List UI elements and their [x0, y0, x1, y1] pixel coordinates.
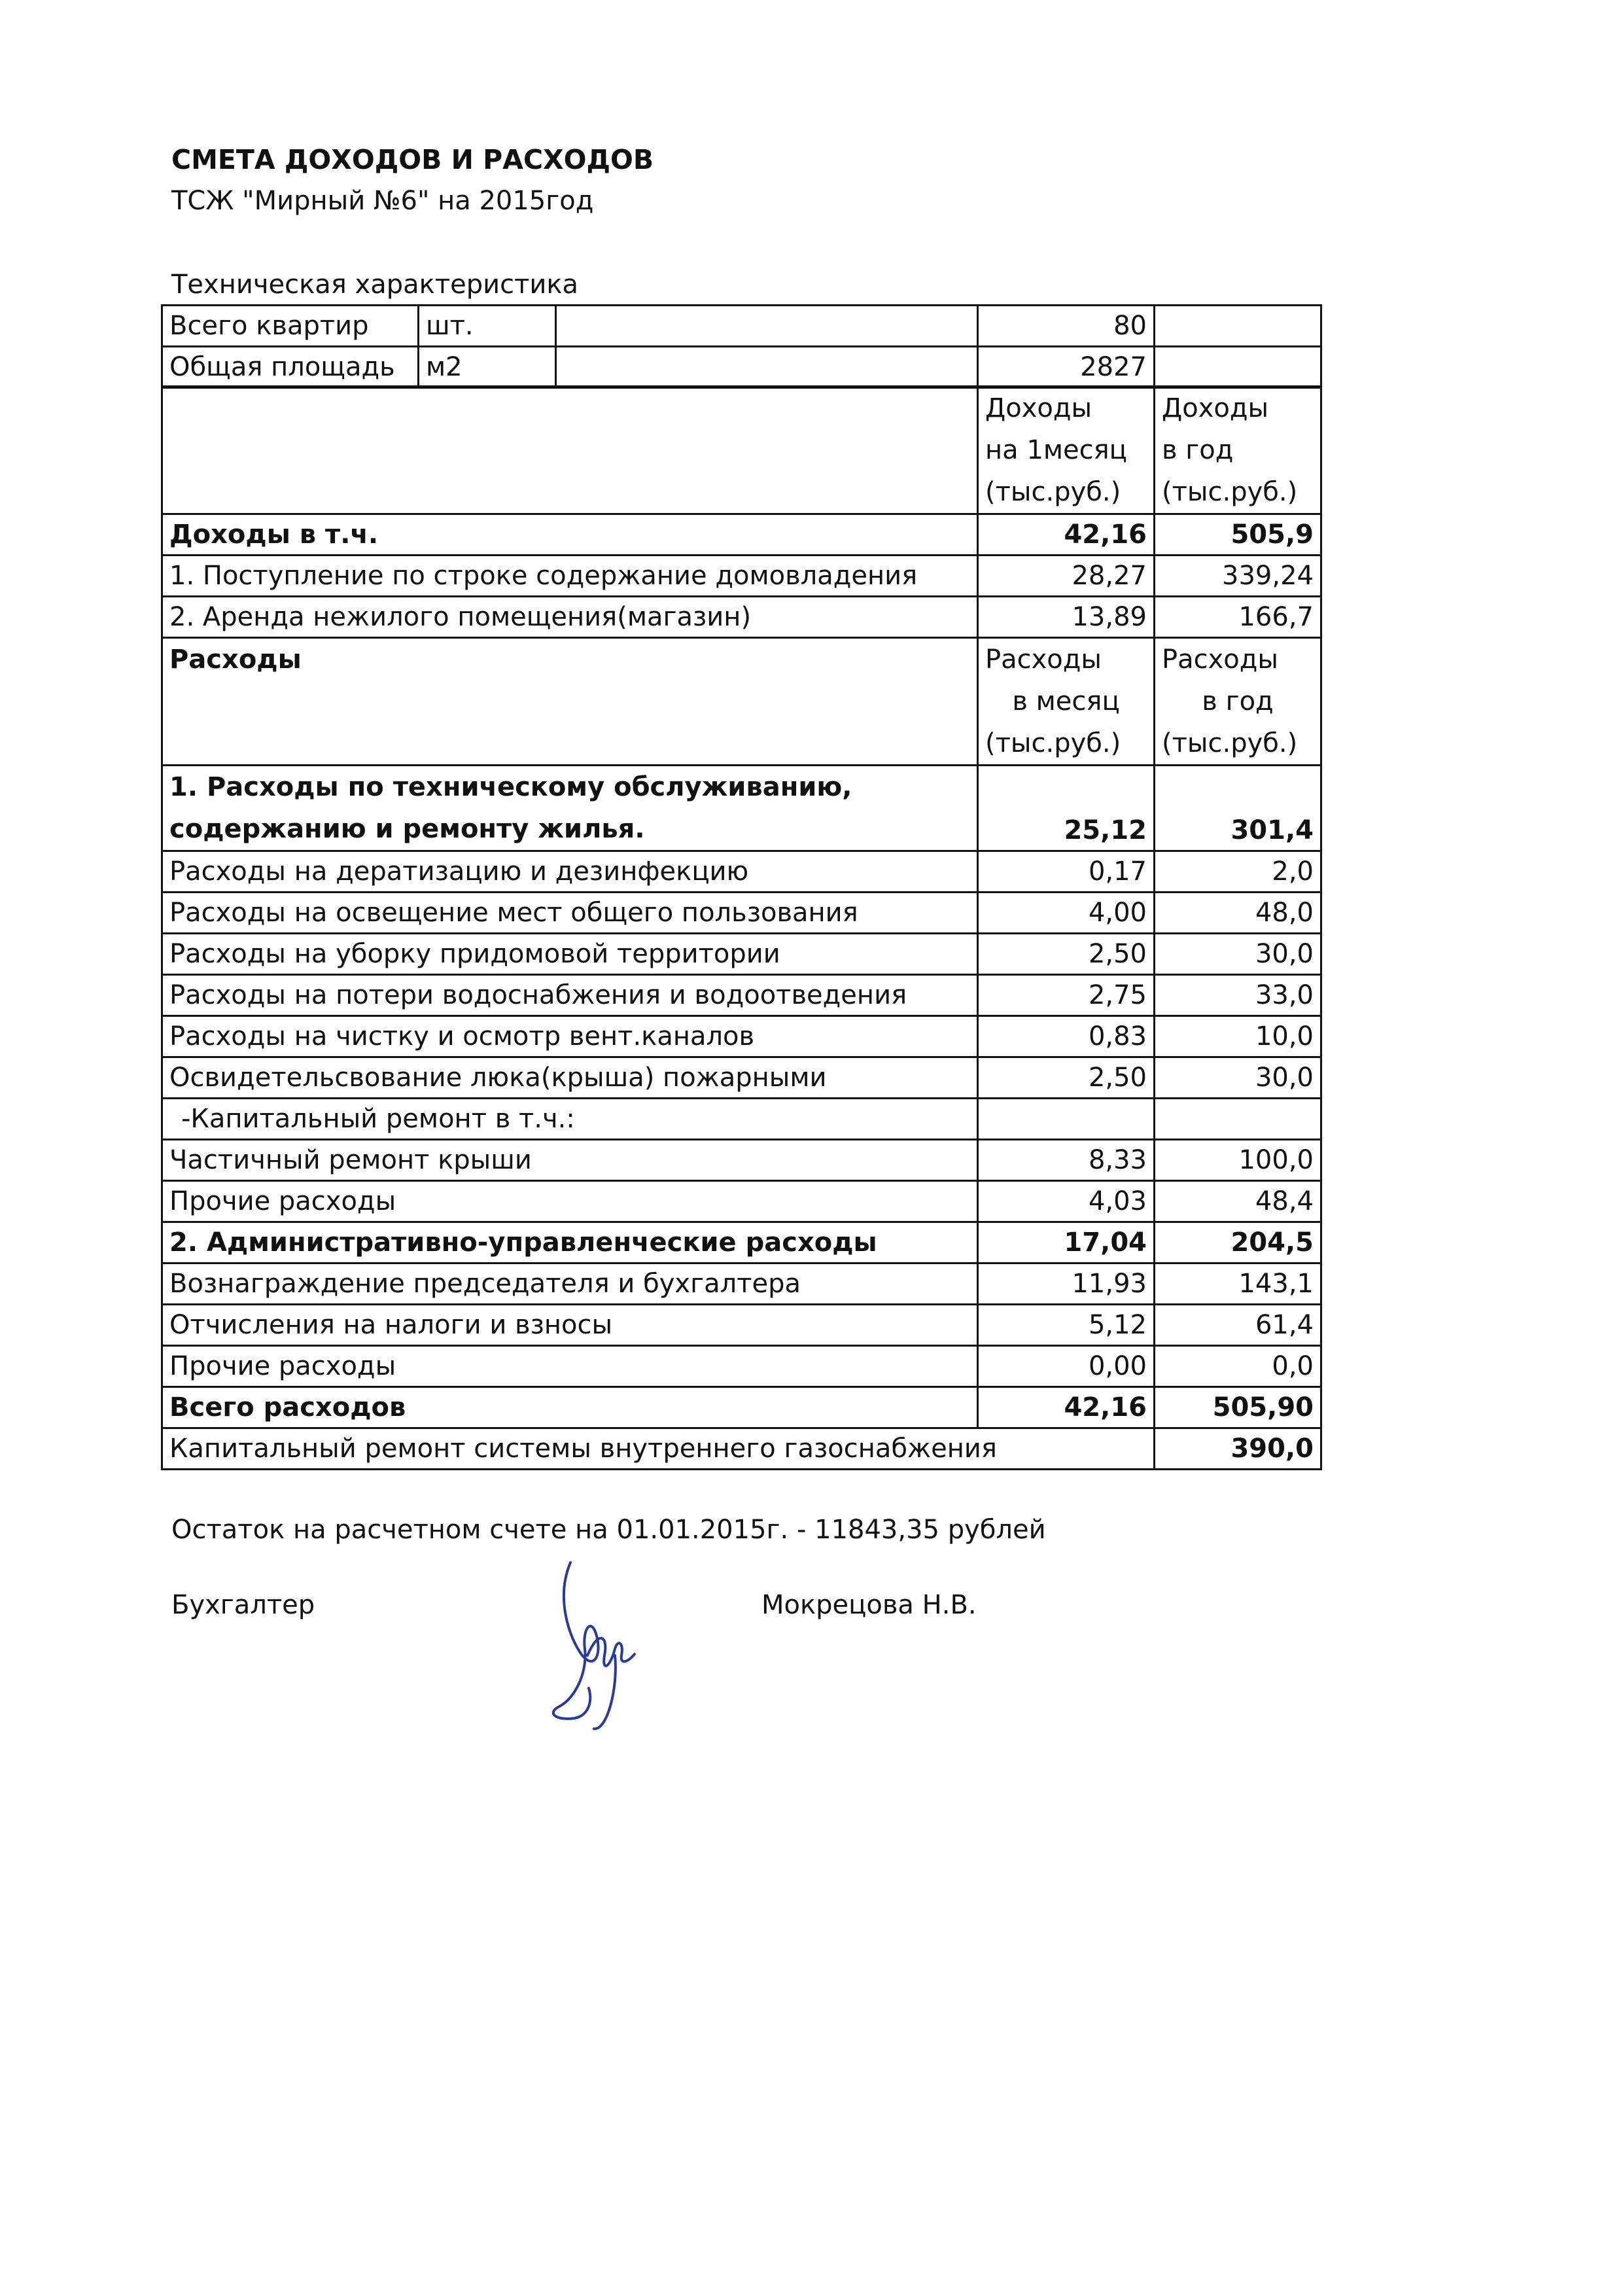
row-month-value: 17,04 [978, 1222, 1155, 1263]
table-row [162, 1016, 1321, 1057]
row-label: Прочие расходы [162, 1181, 978, 1222]
signature-stroke [553, 1563, 635, 1729]
row-month-value: 8,33 [978, 1140, 1155, 1181]
header-line: Расходы [985, 645, 1102, 675]
table-row [162, 1057, 1321, 1099]
header-line: Доходы [1162, 393, 1269, 423]
table-row [162, 1140, 1321, 1181]
income-total-row [162, 514, 1321, 556]
table-row-bold [162, 1387, 1321, 1428]
header-line: в год [1162, 435, 1234, 465]
row-year-value: 390,0 [1155, 1428, 1321, 1470]
row-month-value: 42,16 [978, 1387, 1155, 1428]
row-month-value: 5,12 [978, 1305, 1155, 1346]
row-year-value: 30,0 [1155, 934, 1321, 975]
income-header-row [162, 387, 1321, 514]
row-year-value [1155, 1099, 1321, 1140]
table-row [162, 1099, 1321, 1140]
tech-empty-cell [1155, 347, 1321, 388]
gas-repair-row [162, 1428, 1321, 1470]
header-line: в год [1202, 686, 1274, 716]
row-year-value: 204,5 [1155, 1222, 1321, 1263]
table-row [162, 1305, 1321, 1346]
table-row [162, 1181, 1321, 1222]
table-row [162, 347, 1321, 388]
row-year-value: 143,1 [1155, 1263, 1321, 1305]
table-row [162, 597, 1321, 638]
row-month-value: 0,00 [978, 1346, 1155, 1387]
row-month-value: 0,17 [978, 851, 1155, 892]
row-label: Расходы на уборку придомовой территории [162, 934, 978, 975]
table-row [162, 892, 1321, 934]
row-year-value: 33,0 [1155, 975, 1321, 1016]
row-month-value [978, 1099, 1155, 1140]
row-year-value: 100,0 [1155, 1140, 1321, 1181]
section1-label [162, 766, 978, 851]
row-label: 2. Административно-управленческие расходы [162, 1222, 978, 1263]
table-row [162, 306, 1321, 347]
row-label: Вознаграждение председателя и бухгалтера [162, 1263, 978, 1305]
row-label: Расходы на потери водоснабжения и водоотведения [162, 975, 978, 1016]
section1-line1: 1. Расходы по техническому обслуживанию, [169, 772, 852, 802]
header-line: на 1месяц [985, 435, 1127, 465]
tech-value-cell: 2827 [978, 347, 1155, 388]
budget-table [161, 385, 1322, 1470]
header-line: Доходы [985, 393, 1092, 423]
header-line: (тыс.руб.) [1162, 477, 1298, 507]
tech-characteristics-table [161, 304, 1322, 389]
expense-year-header [1155, 638, 1321, 766]
header-line: Расходы [1162, 645, 1279, 675]
row-month-value: 2,50 [978, 934, 1155, 975]
header-line: Расходы [169, 645, 302, 675]
table-row [162, 1263, 1321, 1305]
row-label: Отчисления на налоги и взносы [162, 1305, 978, 1346]
expense-header-row [162, 638, 1321, 766]
row-month-value: 0,83 [978, 1016, 1155, 1057]
tech-unit-cell: м2 [419, 347, 556, 388]
expense-month-header [978, 638, 1155, 766]
row-year-value: 166,7 [1155, 597, 1321, 638]
row-year-value: 339,24 [1155, 556, 1321, 597]
row-month-value: 11,93 [978, 1263, 1155, 1305]
table-row [162, 556, 1321, 597]
document-subtitle: ТСЖ "Мирный №6" на 2015год [171, 186, 594, 216]
row-year-value: 0,0 [1155, 1346, 1321, 1387]
row-label: 1. Поступление по строке содержание домовладения [162, 556, 978, 597]
row-year-value: 2,0 [1155, 851, 1321, 892]
row-year-value: 30,0 [1155, 1057, 1321, 1099]
table-row [162, 934, 1321, 975]
tech-characteristics-label: Техническая характеристика [171, 270, 579, 300]
tech-unit-cell: шт. [419, 306, 556, 347]
row-year-value: 301,4 [1155, 766, 1321, 851]
row-year-value: 48,4 [1155, 1181, 1321, 1222]
income-year-header [1155, 387, 1321, 514]
row-month-value: 42,16 [978, 514, 1155, 556]
tech-label-cell: Всего квартир [162, 306, 419, 347]
row-label: Расходы на чистку и осмотр вент.каналов [162, 1016, 978, 1057]
tech-empty-cell [556, 306, 978, 347]
row-month-value: 4,00 [978, 892, 1155, 934]
row-month-value: 2,75 [978, 975, 1155, 1016]
header-line: (тыс.руб.) [985, 477, 1121, 507]
row-month-value: 28,27 [978, 556, 1155, 597]
row-label: Капитальный ремонт системы внутреннего газоснабжения [162, 1428, 1155, 1470]
row-label: -Капитальный ремонт в т.ч.: [162, 1099, 978, 1140]
header-line: (тыс.руб.) [1162, 728, 1298, 758]
header-empty-cell [162, 387, 978, 514]
header-line: в месяц [1012, 686, 1120, 716]
budget-table-body [162, 387, 1321, 1470]
row-label: Всего расходов [162, 1387, 978, 1428]
table-row-bold [162, 1222, 1321, 1263]
row-month-value: 13,89 [978, 597, 1155, 638]
row-year-value: 505,9 [1155, 514, 1321, 556]
account-balance: Остаток на расчетном счете на 01.01.2015г. - 11843,35 рублей [171, 1515, 1046, 1545]
table-row [162, 975, 1321, 1016]
tech-empty-cell [1155, 306, 1321, 347]
row-year-value: 48,0 [1155, 892, 1321, 934]
tech-value-cell: 80 [978, 306, 1155, 347]
document-title: СМЕТА ДОХОДОВ И РАСХОДОВ [171, 144, 654, 175]
row-label: 2. Аренда нежилого помещения(магазин) [162, 597, 978, 638]
row-month-value: 2,50 [978, 1057, 1155, 1099]
section1-row [162, 766, 1321, 851]
table-row [162, 1346, 1321, 1387]
row-label: Освидетельсвование люка(крыша) пожарными [162, 1057, 978, 1099]
income-month-header [978, 387, 1155, 514]
row-label: Доходы в т.ч. [162, 514, 978, 556]
row-label: Расходы на дератизацию и дезинфекцию [162, 851, 978, 892]
tech-empty-cell [556, 347, 978, 388]
row-year-value: 61,4 [1155, 1305, 1321, 1346]
expense-header-label [162, 638, 978, 766]
row-month-value: 25,12 [978, 766, 1155, 851]
tech-label-cell: Общая площадь [162, 347, 419, 388]
signature [536, 1557, 693, 1740]
row-year-value: 505,90 [1155, 1387, 1321, 1428]
section1-line2: содержанию и ремонту жилья. [169, 814, 645, 844]
row-label: Частичный ремонт крыши [162, 1140, 978, 1181]
row-year-value: 10,0 [1155, 1016, 1321, 1057]
row-label: Прочие расходы [162, 1346, 978, 1387]
header-line: (тыс.руб.) [985, 728, 1121, 758]
accountant-label: Бухгалтер [171, 1590, 315, 1620]
accountant-name: Мокрецова Н.В. [761, 1590, 977, 1620]
row-month-value: 4,03 [978, 1181, 1155, 1222]
row-label: Расходы на освещение мест общего пользования [162, 892, 978, 934]
table-row [162, 851, 1321, 892]
